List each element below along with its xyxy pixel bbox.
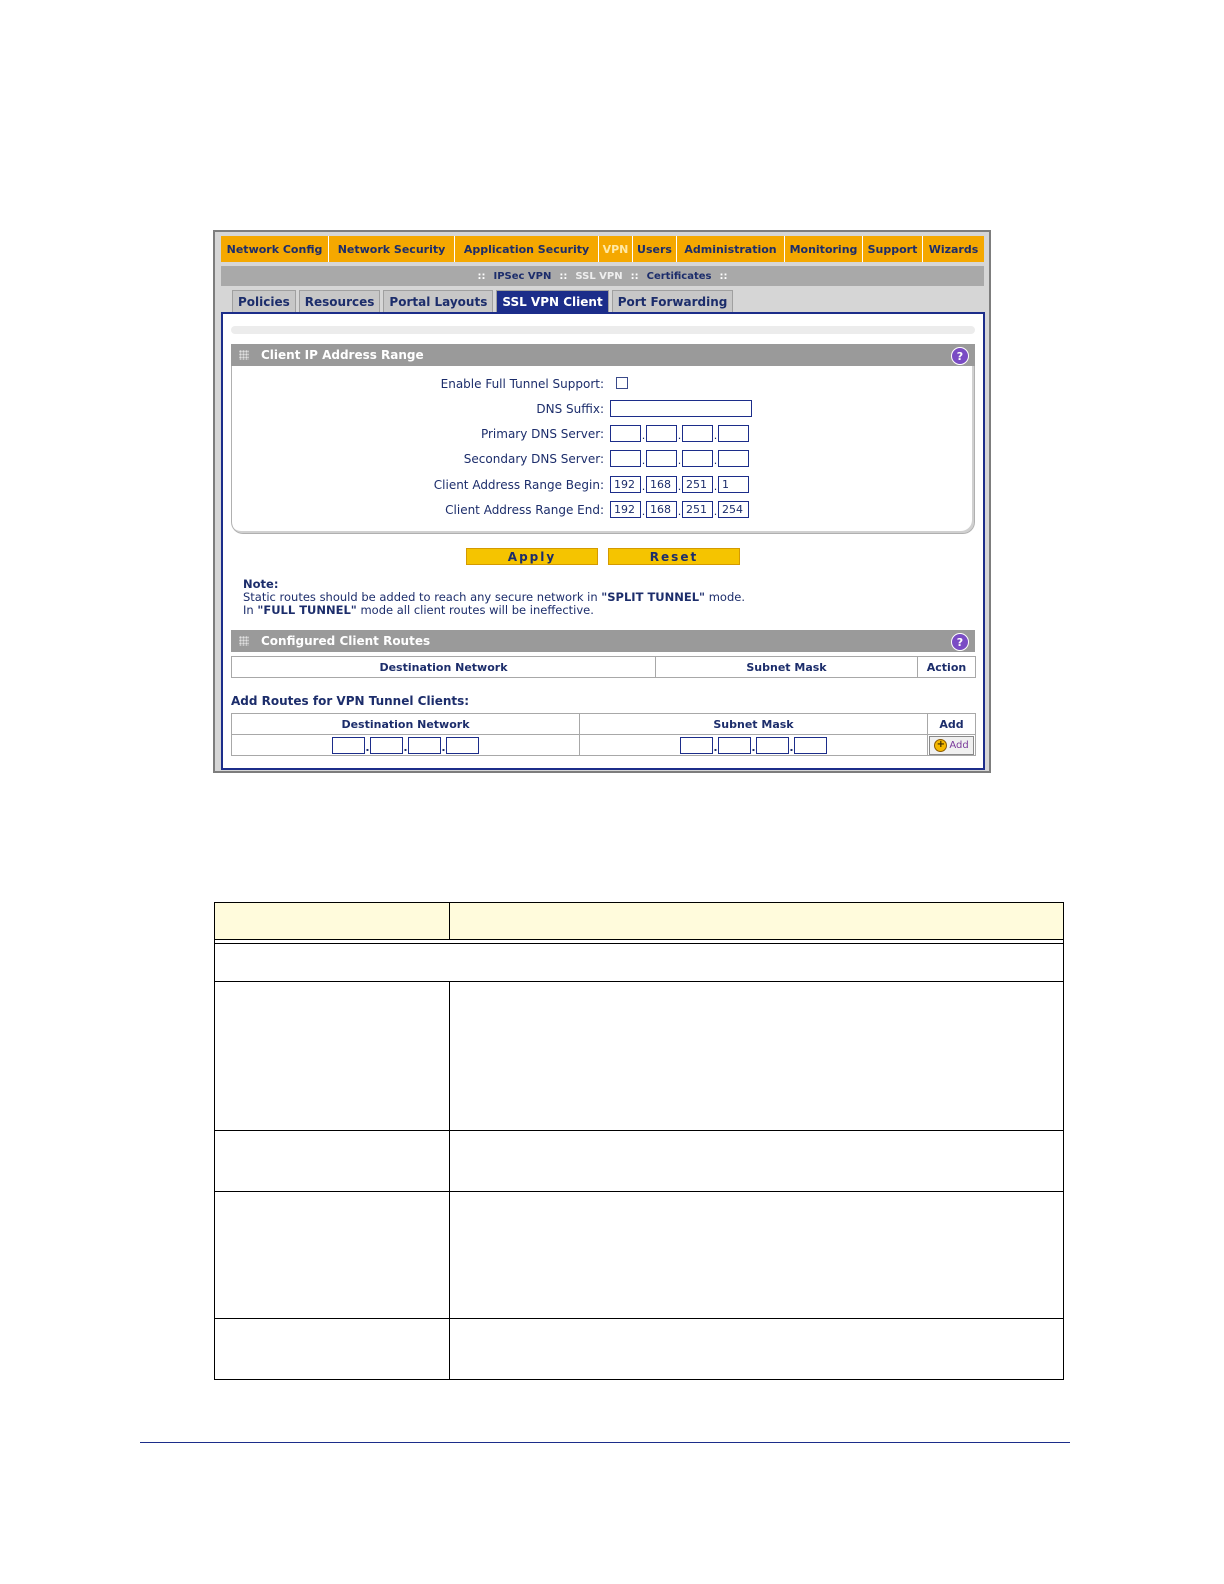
row-divider [215,939,1063,940]
subnav-ssl-vpn[interactable]: SSL VPN [575,270,623,282]
grip-icon [239,636,249,646]
destination-network-input: . . . [332,737,479,754]
ip-octet-input[interactable]: 192 [610,476,641,493]
primary-dns-row [232,425,976,445]
column-divider [449,981,450,1380]
nav-monitoring[interactable]: Monitoring [785,236,863,262]
section-title: Client IP Address Range [261,348,424,362]
row-divider [215,943,1063,944]
column-header: Destination Network [232,714,580,735]
help-icon[interactable]: ? [951,347,969,365]
subnav-separator: :: [559,270,568,282]
ip-octet-input[interactable]: 251 [682,476,713,493]
table-header-row [215,903,1063,939]
client-ip-section-header [231,344,975,366]
divider [231,326,975,334]
subnav-ipsec-vpn[interactable]: IPSec VPN [493,270,552,282]
ip-octet-input[interactable]: 192 [610,501,641,518]
ip-octet-input[interactable]: 254 [718,501,749,518]
ip-octet-input[interactable] [718,450,749,467]
grip-icon [239,350,249,360]
column-header: Subnet Mask [580,714,928,735]
content-panel [221,312,985,770]
ip-octet-input[interactable] [794,737,827,754]
range-end-label: Client Address Range End: [445,503,604,517]
nav-network-config[interactable]: Network Config [221,236,329,262]
row-divider [215,1191,1063,1192]
ip-octet-input[interactable] [408,737,441,754]
ip-octet-input[interactable] [756,737,789,754]
apply-button[interactable]: Apply [466,548,598,565]
ip-octet-input[interactable] [682,450,713,467]
ip-octet-input[interactable] [680,737,713,754]
full-tunnel-row [232,375,976,395]
dns-suffix-input[interactable] [610,400,752,417]
ssl-vpn-client-screenshot [213,230,991,773]
tab-ssl-vpn-client[interactable]: SSL VPN Client [496,290,608,312]
column-header: Subnet Mask [656,657,918,678]
ip-octet-input[interactable]: 168 [646,501,677,518]
primary-dns-ip: . . . [610,425,749,442]
add-routes-table [231,713,976,756]
ip-octet-input[interactable] [370,737,403,754]
note-line-2: In "FULL TUNNEL" mode all client routes will be ineffective. [243,603,594,617]
ip-octet-input[interactable]: 1 [718,476,749,493]
reset-button[interactable]: Reset [608,548,740,565]
secondary-dns-ip: . . . [610,450,749,467]
client-ip-form [231,366,975,534]
note-title: Note: [243,577,279,591]
configured-routes-table [231,656,976,678]
column-divider [449,903,450,939]
ip-octet-input[interactable]: 251 [682,501,713,518]
column-header: Action [918,657,976,678]
range-end-ip: 192 . 168 . 251 . 254 [610,501,749,518]
ip-octet-input[interactable]: 168 [646,476,677,493]
full-tunnel-checkbox[interactable] [616,377,628,389]
column-header: Add [928,714,976,735]
primary-dns-label: Primary DNS Server: [480,427,604,441]
subnav-certificates[interactable]: Certificates [646,270,712,282]
ip-octet-input[interactable] [446,737,479,754]
add-route-button[interactable] [929,736,973,755]
ip-octet-input[interactable] [610,450,641,467]
column-header: Destination Network [232,657,656,678]
subnet-mask-input: . . . [680,737,827,754]
help-icon[interactable]: ? [951,633,969,651]
sub-nav [221,266,984,286]
nav-application-security[interactable]: Application Security [455,236,599,262]
nav-vpn[interactable]: VPN [599,236,633,262]
secondary-dns-label: Secondary DNS Server: [463,452,604,466]
secondary-dns-row [232,450,976,470]
row-divider [215,981,1063,982]
ip-octet-input[interactable] [718,425,749,442]
footer-rule [140,1442,1070,1443]
main-nav [221,236,984,262]
subnav-separator: :: [630,270,639,282]
range-begin-label: Client Address Range Begin: [433,478,604,492]
row-divider [215,1318,1063,1319]
tab-policies[interactable]: Policies [232,290,296,312]
tab-port-forwarding[interactable]: Port Forwarding [612,290,734,312]
tab-resources[interactable]: Resources [299,290,381,312]
ip-octet-input[interactable] [646,450,677,467]
range-end-row [232,501,976,521]
dns-suffix-label: DNS Suffix: [536,402,604,416]
note-line-1: Static routes should be added to reach any secure network in "SPLIT TUNNEL" mode. [243,590,745,604]
subnet-mask-cell [580,735,928,756]
ip-octet-input[interactable] [718,737,751,754]
ip-octet-input[interactable] [682,425,713,442]
nav-users[interactable]: Users [633,236,677,262]
row-divider [215,1130,1063,1131]
add-routes-title: Add Routes for VPN Tunnel Clients: [231,694,470,708]
tab-portal-layouts[interactable]: Portal Layouts [383,290,493,312]
add-route-label: Add [949,739,969,751]
ip-octet-input[interactable] [646,425,677,442]
ip-octet-input[interactable] [332,737,365,754]
add-cell [928,735,976,756]
nav-support[interactable]: Support [863,236,923,262]
subnav-separator: :: [477,270,486,282]
ip-octet-input[interactable] [610,425,641,442]
nav-administration[interactable]: Administration [677,236,785,262]
section-title: Configured Client Routes [261,634,431,648]
destination-network-cell [232,735,580,756]
range-begin-ip: 192 . 168 . 251 . 1 [610,476,749,493]
note-text [243,578,745,617]
tab-bar [232,290,733,312]
subnav-separator: :: [719,270,728,282]
settings-description-table [214,902,1064,1380]
nav-network-security[interactable]: Network Security [329,236,455,262]
dns-suffix-row [232,400,976,420]
nav-wizards[interactable]: Wizards [928,242,979,256]
plus-icon: + [934,739,947,752]
configured-routes-header [231,630,975,652]
range-begin-row [232,476,976,496]
full-tunnel-label: Enable Full Tunnel Support: [440,377,604,391]
